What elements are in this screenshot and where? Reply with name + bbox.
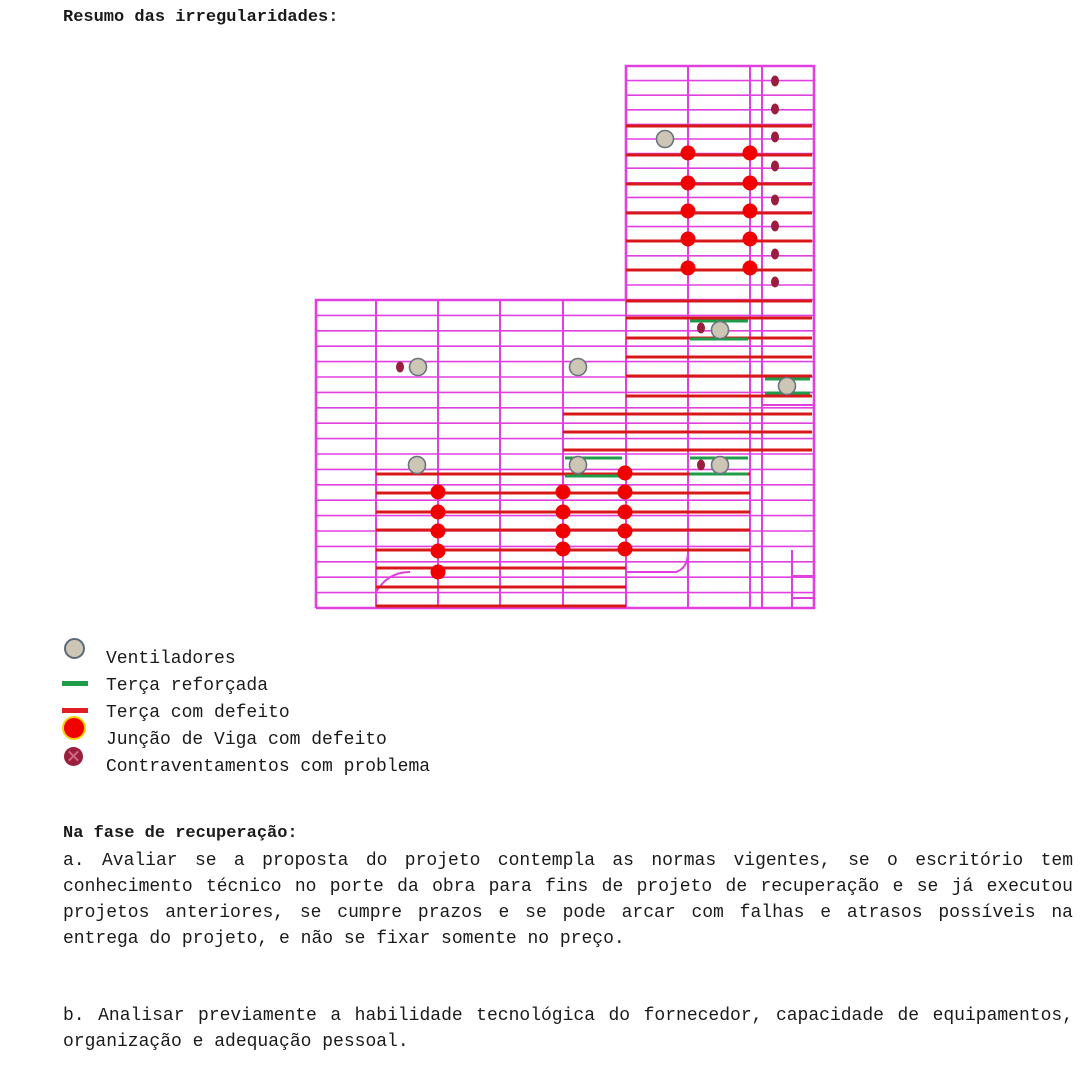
crossed-circle-icon: [771, 104, 779, 115]
red-dot-icon: [431, 565, 446, 580]
red-dot-icon: [618, 542, 633, 557]
ventilator-icon: [410, 359, 427, 376]
bracing-problems: [396, 76, 779, 471]
legend-item-junction-defect: [62, 721, 430, 748]
green-line-icon: [62, 667, 96, 694]
legend: [62, 640, 430, 775]
crossed-circle-icon: [771, 221, 779, 232]
crossed-circle-icon: [771, 249, 779, 260]
crossed-circle-icon: [771, 132, 779, 143]
crossed-circle-icon: [771, 195, 779, 206]
crossed-circle-icon: [771, 277, 779, 288]
ventilator-icon: [570, 457, 587, 474]
ventilator-icon: [712, 457, 729, 474]
legend-item-ventilators: [62, 640, 430, 667]
crossed-circle-icon: [62, 748, 96, 775]
ventilator-icon: [62, 640, 96, 667]
ventilator-icon: [657, 131, 674, 148]
red-dot-icon: [62, 721, 96, 748]
red-dot-icon: [681, 204, 696, 219]
beam-junction-defects: [431, 146, 758, 580]
red-dot-icon: [681, 146, 696, 161]
page-title: Resumo das irregularidades:: [63, 8, 339, 27]
red-dot-icon: [556, 505, 571, 520]
crossed-circle-icon: [771, 161, 779, 172]
crossed-circle-icon: [396, 362, 404, 373]
legend-label: Contraventamentos com problema: [106, 756, 431, 777]
red-dot-icon: [681, 232, 696, 247]
legend-label: Ventiladores: [106, 648, 236, 669]
legend-label: Terça reforçada: [106, 675, 269, 696]
red-dot-icon: [618, 505, 633, 520]
red-dot-icon: [618, 524, 633, 539]
red-dot-icon: [618, 485, 633, 500]
red-dot-icon: [431, 505, 446, 520]
red-dot-icon: [556, 542, 571, 557]
paragraph-a: a. Avaliar se a proposta do projeto contempla as normas vigentes, se o escritório tem conhecimento técnico no porte da obra para fins de projeto de recuperação e se já executou projetos anteriores, se cumpre prazos e se pode arcar com falhas e atrasos possíveis na entrega do projeto, e não se fixar somente no preço.: [63, 851, 1073, 949]
crossed-circle-icon: [771, 76, 779, 87]
red-dot-icon: [556, 485, 571, 500]
red-dot-icon: [556, 524, 571, 539]
red-dot-icon: [431, 524, 446, 539]
red-line-icon: [62, 694, 96, 721]
ventilator-icon: [409, 457, 426, 474]
ventilator-icon: [712, 322, 729, 339]
red-dot-icon: [743, 204, 758, 219]
ventilator-icon: [779, 378, 796, 395]
red-dot-icon: [743, 261, 758, 276]
legend-label: Junção de Viga com defeito: [106, 729, 387, 750]
crossed-circle-icon: [697, 323, 705, 334]
legend-item-bracing-problem: [62, 748, 430, 775]
legend-item-defective-purlin: [62, 694, 430, 721]
section-title: Na fase de recuperação:: [63, 824, 298, 843]
crossed-circle-icon: [697, 460, 705, 471]
outline-curve: [376, 572, 410, 592]
red-dot-icon: [618, 466, 633, 481]
red-dot-icon: [743, 146, 758, 161]
red-dot-icon: [743, 176, 758, 191]
red-dot-icon: [743, 232, 758, 247]
legend-item-reinforced-purlin: [62, 667, 430, 694]
red-dot-icon: [681, 176, 696, 191]
red-dot-icon: [681, 261, 696, 276]
red-dot-icon: [431, 485, 446, 500]
red-dot-icon: [431, 544, 446, 559]
ventilator-icon: [570, 359, 587, 376]
paragraph-b: b. Analisar previamente a habilidade tecnológica do fornecedor, capacidade de equipamentos, organização e adequação pessoal.: [63, 1006, 1073, 1052]
legend-label: Terça com defeito: [106, 702, 290, 723]
